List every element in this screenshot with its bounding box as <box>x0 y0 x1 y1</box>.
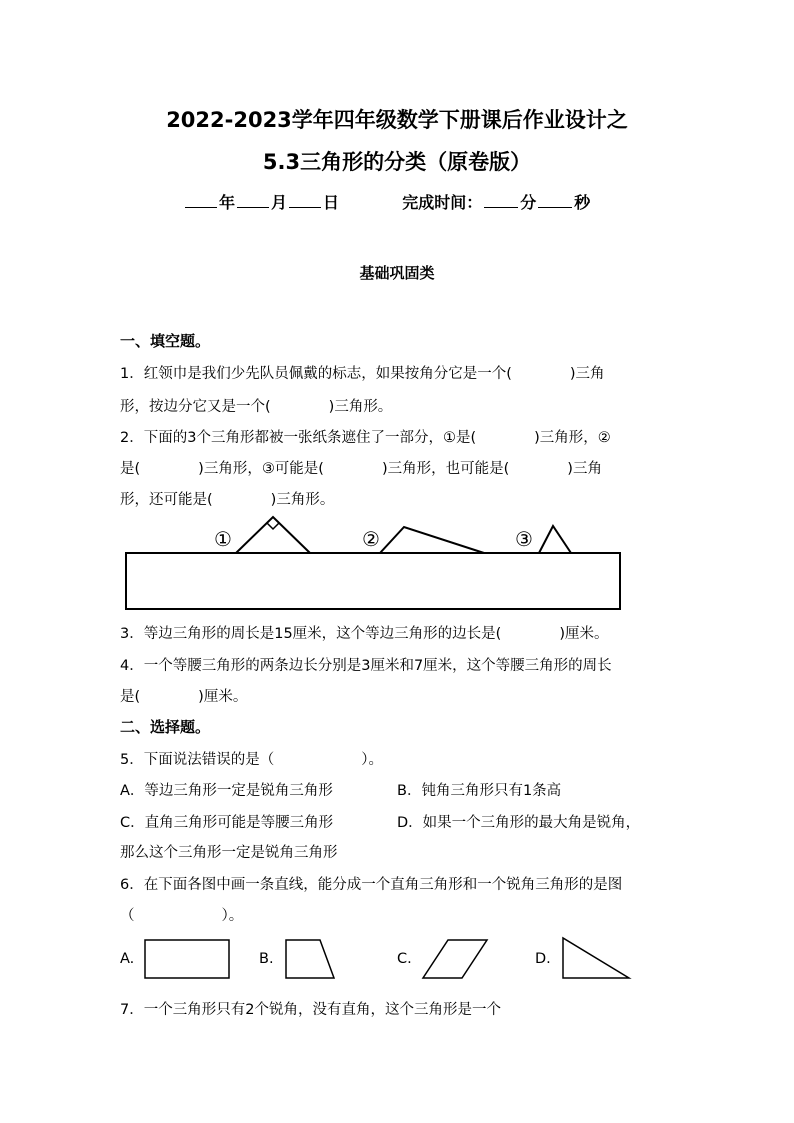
q5-option-a[interactable]: A．等边三角形一定是锐角三角形 <box>120 783 333 799</box>
q2-line1: 2．下面的3个三角形都被一张纸条遮住了一部分，①是( )三角形，② <box>120 430 611 446</box>
q6-line2: （ ）。 <box>120 908 244 924</box>
part2-heading: 二、选择题。 <box>120 718 211 736</box>
rectangle-shape[interactable] <box>145 940 229 978</box>
q7-line: 7．一个三角形只有2个锐角，没有直角，这个三角形是一个 <box>120 1002 501 1018</box>
q2-line2: 是( )三角形，③可能是( )三角形，也可能是( )三角 <box>120 461 602 477</box>
year-label: 年 <box>219 193 236 212</box>
q2-line3: 形，还可能是( )三角形。 <box>120 492 335 508</box>
month-label: 月 <box>271 193 288 212</box>
q5-option-d-cont: 那么这个三角形一定是锐角三角形 <box>120 845 338 861</box>
q5-option-d[interactable]: D．如果一个三角形的最大角是锐角， <box>397 815 641 831</box>
trapezoid-shape[interactable] <box>286 940 334 978</box>
fig-label-1: ① <box>214 527 232 551</box>
parallelogram-shape[interactable] <box>423 940 487 978</box>
day-label: 日 <box>323 193 340 212</box>
q4-line2: 是( )厘米。 <box>120 689 248 705</box>
q6-line1: 6．在下面各图中画一条直线，能分成一个直角三角形和一个锐角三角形的是图 <box>120 877 623 893</box>
q5-option-b[interactable]: B．钝角三角形只有1条高 <box>397 783 562 799</box>
category-heading: 基础巩固类 <box>359 264 435 282</box>
fig-label-3: ③ <box>515 527 533 551</box>
q4-line1: 4．一个等腰三角形的两条边长分别是3厘米和7厘米，这个等腰三角形的周长 <box>120 658 612 674</box>
part1-heading: 一、填空题。 <box>120 332 211 350</box>
q1-line1: 1．红领巾是我们少先队员佩戴的标志，如果按角分它是一个( )三角 <box>120 366 605 382</box>
time-label: 完成时间： <box>402 193 483 212</box>
q6-option-d-label[interactable]: D. <box>535 951 551 967</box>
q5-option-c[interactable]: C．直角三角形可能是等腰三角形 <box>120 815 334 831</box>
q6-option-c-label[interactable]: C. <box>397 951 412 967</box>
right-triangle-shape[interactable] <box>563 938 629 978</box>
minute-label: 分 <box>520 193 537 212</box>
q1-line2: 形，按边分它又是一个( )三角形。 <box>120 399 393 415</box>
q5-line: 5．下面说法错误的是（ ）。 <box>120 752 383 768</box>
q6-option-a-label[interactable]: A. <box>120 951 135 967</box>
page-subtitle: 5.3三角形的分类（原卷版） <box>262 150 532 174</box>
q3-line: 3．等边三角形的周长是15厘米，这个等边三角形的边长是( )厘米。 <box>120 626 609 642</box>
page-title: 2022-2023学年四年级数学下册课后作业设计之 <box>166 108 628 132</box>
q6-option-b-label[interactable]: B. <box>259 951 274 967</box>
fig-label-2: ② <box>362 527 380 551</box>
second-label: 秒 <box>574 193 591 212</box>
